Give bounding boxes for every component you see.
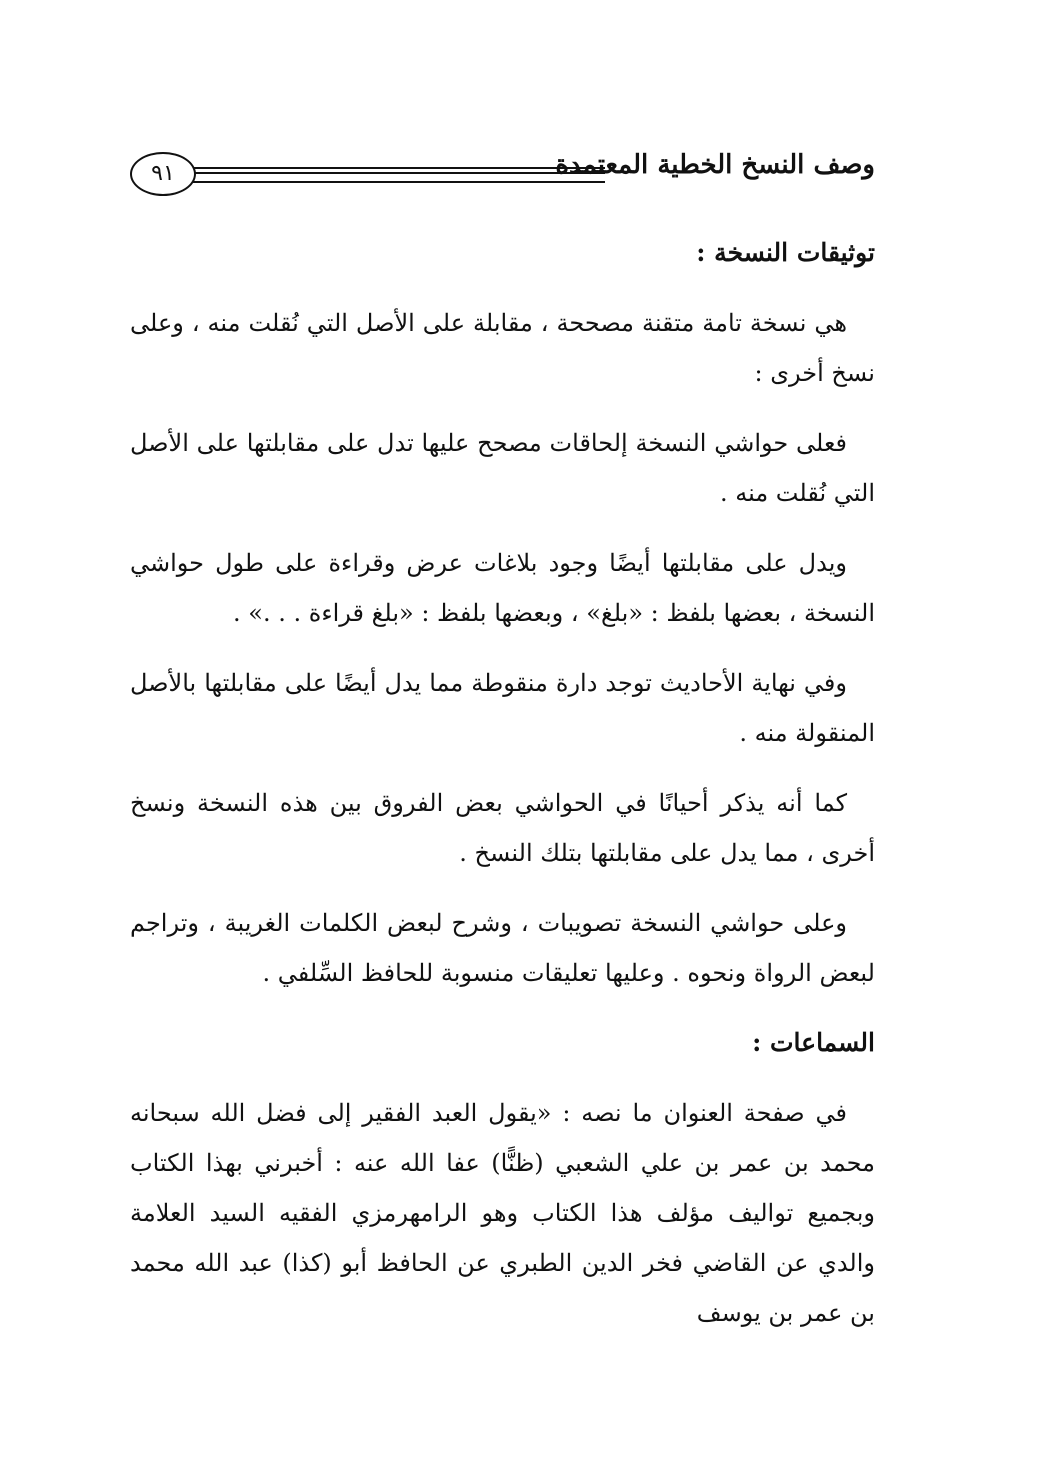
page-body (130, 228, 875, 1358)
paragraph: هي نسخة تامة متقنة مصححة ، مقابلة على الأصل التي نُقلت منه ، وعلى نسخ أخرى : (130, 309, 875, 387)
section-heading: توثيقات النسخة : (696, 238, 875, 267)
paragraph: كما أنه يذكر أحيانًا في الحواشي بعض الفروق بين هذه النسخة ونسخ أخرى ، مما يدل على مقابلتها بتلك النسخ . (130, 789, 875, 867)
header-rule (192, 167, 605, 183)
paragraph: ويدل على مقابلتها أيضًا وجود بلاغات عرض وقراءة على طول حواشي النسخة ، بعضها بلفظ : «بلغ» ، وبعضها بلفظ : «بلغ قراءة . . .» . (130, 549, 875, 627)
paragraph: فعلى حواشي النسخة إلحاقات مصحح عليها تدل على مقابلتها على الأصل التي نُقلت منه . (130, 429, 875, 507)
running-title: وصف النسخ الخطية المعتمدة (555, 150, 875, 180)
paragraph: في صفحة العنوان ما نصه : «يقول العبد الفقير إلى فضل الله سبحانه محمد بن عمر بن علي الشعبي (ظنًّا) عفا الله عنه : أخبرني بهذا الكتاب وبجميع تواليف مؤلف هذا الكتاب وهو الرامهرمزي الفقيه السيد العلامة والدي عن القاضي فخر الدين الطبري عن الحافظ أبو (كذا) عبد الله محمد بن عمر بن يوسف (130, 1099, 875, 1327)
page-number-badge (130, 152, 196, 196)
paragraph: وفي نهاية الأحاديث توجد دارة منقوطة مما يدل أيضًا على مقابلتها بالأصل المنقولة منه . (130, 669, 875, 747)
paragraph: وعلى حواشي النسخة تصويبات ، وشرح لبعض الكلمات الغريبة ، وتراجم لبعض الرواة ونحوه . وعليها تعليقات منسوبة للحافظ السِّلفي . (130, 909, 875, 987)
page-header (130, 150, 875, 210)
section-heading: السماعات : (752, 1028, 875, 1057)
page-number: ٩١ (151, 161, 175, 186)
